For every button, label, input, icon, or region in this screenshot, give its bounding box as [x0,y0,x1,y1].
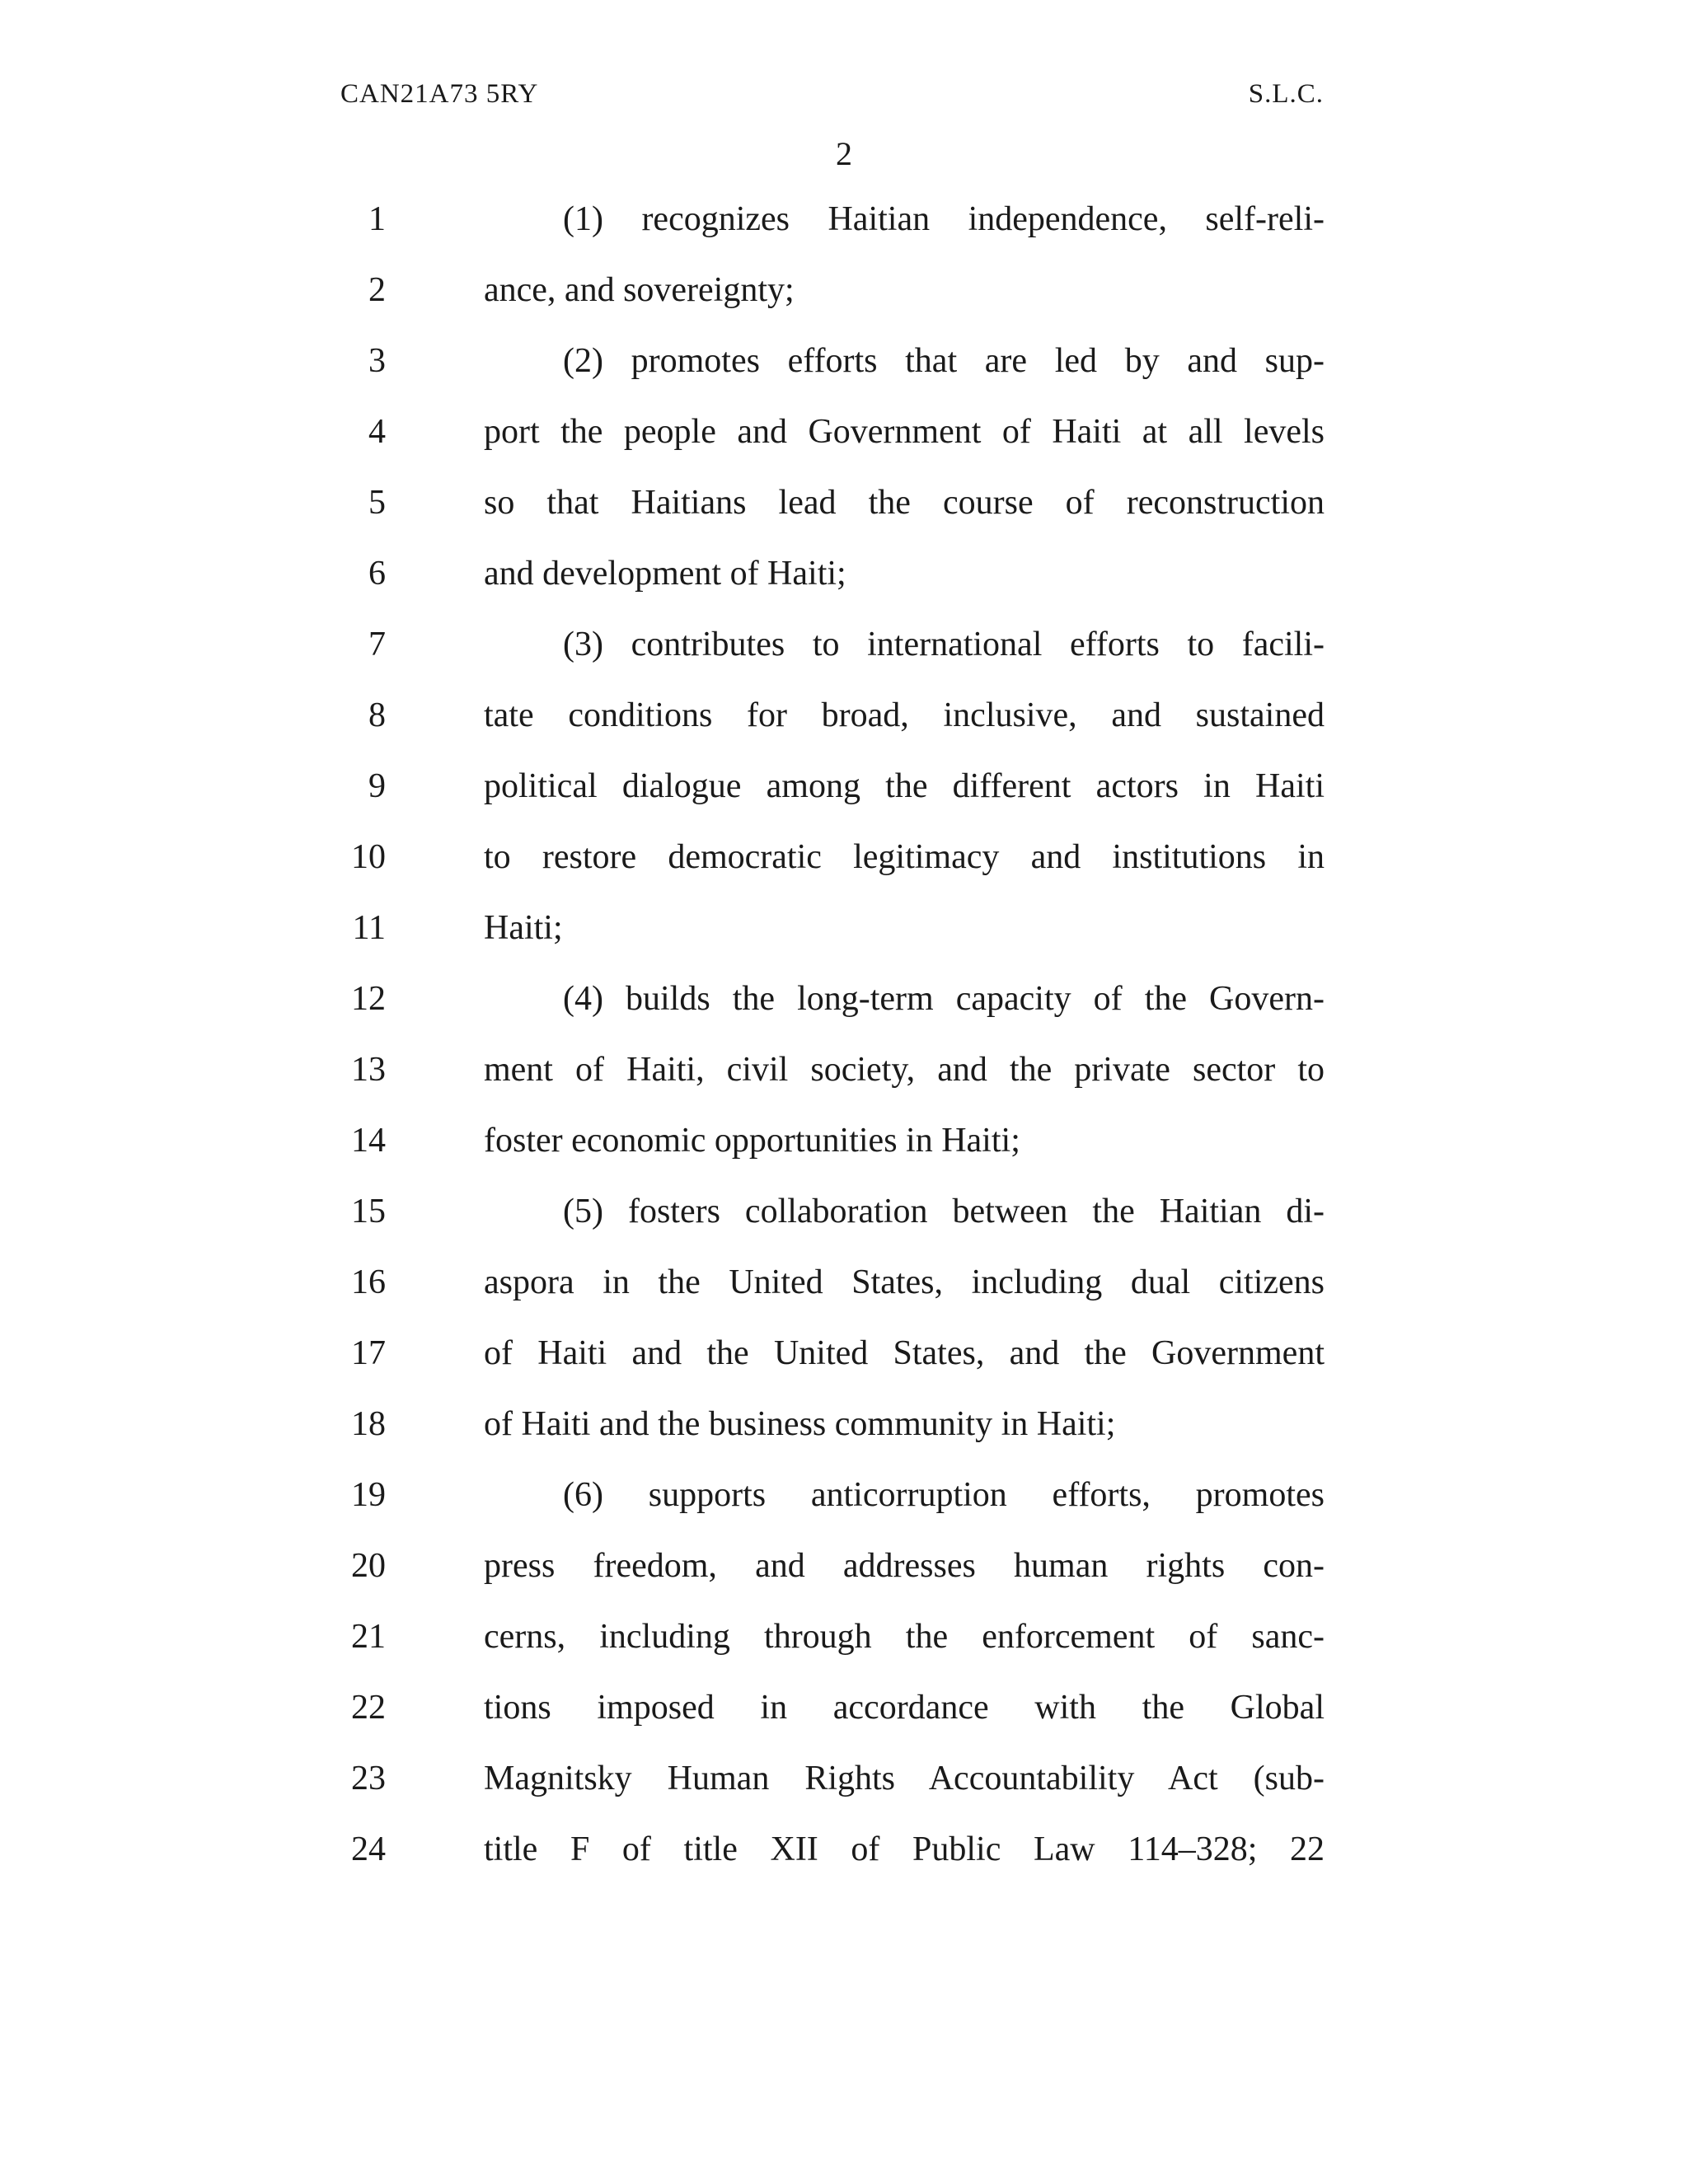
text-line [0,1686,1688,1757]
text-line [0,1261,1688,1332]
text-line [0,1828,1688,1899]
text-line [0,836,1688,907]
line-number: 3 [368,342,386,380]
line-text: (4) builds the long-term capacity of the Govern- [563,980,1325,1018]
line-number: 2 [368,271,386,309]
text-line [0,623,1688,694]
text-line [0,1757,1688,1828]
line-text: and development of Haiti; [484,555,846,593]
line-number: 12 [351,980,386,1018]
text-line [0,1615,1688,1686]
line-number: 16 [351,1263,386,1301]
text-line [0,1403,1688,1474]
line-number: 10 [351,838,386,876]
line-number: 13 [351,1051,386,1089]
text-line [0,1474,1688,1544]
line-text: so that Haitians lead the course of reconstruction [484,484,1325,522]
line-text: political dialogue among the different actors in Haiti [484,767,1325,805]
line-text: tate conditions for broad, inclusive, and sustained [484,696,1325,734]
line-text: (1) recognizes Haitian independence, self-reli- [563,200,1325,238]
line-text: (3) contributes to international efforts to facili- [563,626,1325,663]
text-line [0,481,1688,552]
line-text: of Haiti and the United States, and the Government [484,1334,1325,1372]
line-number: 5 [368,484,386,522]
line-number: 4 [368,413,386,451]
text-line [0,1190,1688,1261]
text-line [0,1544,1688,1615]
line-text: Magnitsky Human Rights Accountability Act (sub- [484,1760,1325,1797]
line-number: 8 [368,696,386,734]
line-number: 1 [368,200,386,238]
line-text: (6) supports anticorruption efforts, promotes [563,1476,1325,1514]
line-number: 9 [368,767,386,805]
bill-text [0,198,1688,1899]
text-line [0,269,1688,340]
line-number: 24 [351,1830,386,1868]
line-text: foster economic opportunities in Haiti; [484,1122,1020,1160]
line-number: 7 [368,626,386,663]
line-number: 22 [351,1689,386,1727]
line-number: 14 [351,1122,386,1160]
line-text: ment of Haiti, civil society, and the private sector to [484,1051,1325,1089]
line-text: (2) promotes efforts that are led by and sup- [563,342,1325,380]
line-number: 20 [351,1547,386,1585]
text-line [0,765,1688,836]
line-text: tions imposed in accordance with the Global [484,1689,1325,1727]
line-text: to restore democratic legitimacy and institutions in [484,838,1325,876]
text-line [0,410,1688,481]
line-number: 23 [351,1760,386,1797]
text-line [0,1048,1688,1119]
line-number: 17 [351,1334,386,1372]
line-text: title F of title XII of Public Law 114–328; 22 [484,1830,1325,1868]
line-number: 6 [368,555,386,593]
line-number: 18 [351,1405,386,1443]
line-number: 11 [352,909,386,947]
line-text: aspora in the United States, including dual citizens [484,1263,1325,1301]
office-code: S.L.C. [1248,79,1324,109]
line-number: 21 [351,1618,386,1656]
line-number: 15 [351,1193,386,1230]
text-line [0,1119,1688,1190]
line-number: 19 [351,1476,386,1514]
text-line [0,694,1688,765]
line-text: press freedom, and addresses human rights con- [484,1547,1325,1585]
line-text: ance, and sovereignty; [484,271,795,309]
document-id: CAN21A73 5RY [340,79,539,109]
text-line [0,198,1688,269]
text-line [0,907,1688,977]
line-text: of Haiti and the business community in Haiti; [484,1405,1116,1443]
text-line [0,552,1688,623]
text-line [0,977,1688,1048]
page-number: 2 [836,135,852,172]
text-line [0,1332,1688,1403]
line-text: (5) fosters collaboration between the Haitian di- [563,1193,1325,1230]
line-text: Haiti; [484,909,563,947]
line-text: port the people and Government of Haiti at all levels [484,413,1325,451]
line-text: cerns, including through the enforcement of sanc- [484,1618,1325,1656]
text-line [0,340,1688,410]
